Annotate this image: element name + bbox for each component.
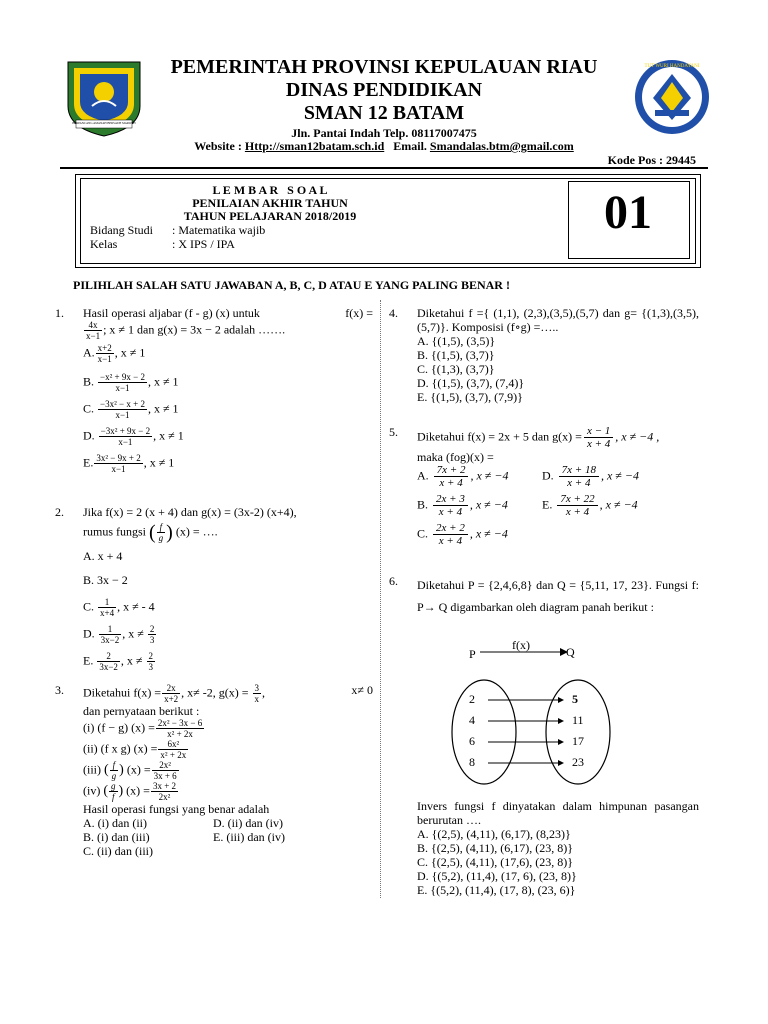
subject-label: Bidang Studi [90, 223, 154, 237]
class-label: Kelas [90, 237, 118, 251]
question-text: Hasil operasi aljabar (f - g) (x) untuk [83, 306, 260, 320]
fraction [99, 426, 152, 447]
option-e[interactable]: E. (iii) dan (iv) [213, 830, 285, 844]
denominator: x [254, 694, 259, 704]
option-e[interactable]: E. {(1,5), (3,7), (7,9)} [417, 390, 523, 404]
option-condition: , x ≠ −4 [599, 497, 638, 512]
option-c[interactable] [83, 597, 373, 618]
denominator: x+4 [100, 608, 115, 618]
option-a[interactable]: A. {(1,5), (3,5)} [417, 334, 496, 348]
fraction [147, 651, 156, 672]
numerator: 7x + 18 [559, 464, 599, 477]
numerator: −3x² − x + 2 [100, 399, 145, 409]
option-condition: , x ≠ 1 [143, 455, 175, 470]
numerator: 6x² [158, 739, 188, 750]
denominator: x + 4 [567, 477, 591, 489]
numerator: 2 [148, 651, 154, 661]
contact-line [120, 140, 648, 152]
statement-2: (ii) (f x g) (x) = [83, 741, 158, 756]
fraction [157, 522, 166, 543]
numerator: 2x² − 3x − 6 [157, 718, 203, 728]
numerator: g [111, 781, 116, 791]
option-e[interactable]: E. {(5,2), (11,4), (17, 8), (23, 6)} [417, 883, 576, 897]
denominator: x−1 [97, 354, 112, 364]
option-letter: E. [83, 653, 94, 668]
question-text: (x) = …. [175, 524, 218, 539]
option-c[interactable]: C. {(1,3), (3,7)} [417, 362, 495, 376]
question-text: dan pernyataan berikut : [83, 704, 200, 718]
diagram-p-label: P [469, 647, 476, 661]
sheet-subtitle-2: TAHUN PELAJARAN 2018/2019 [183, 209, 357, 223]
numerator: 1 [99, 624, 122, 635]
numerator: 2 [97, 651, 120, 662]
question-text: rumus fungsi [83, 524, 146, 539]
codomain-value: 17 [572, 734, 584, 748]
fraction [110, 760, 119, 781]
option-letter: B. [417, 497, 429, 512]
option-d[interactable]: D. {(5,2), (11,4), (17, 6), (23, 8)} [417, 869, 577, 883]
numerator: 2x + 3 [433, 493, 468, 506]
fraction [84, 320, 102, 341]
domain-value: 4 [469, 713, 475, 727]
fraction [156, 718, 204, 739]
option-a[interactable]: A. {(2,5), (4,11), (6,17), (8,23)} [417, 827, 571, 841]
numerator: 3x² − 9x + 2 [96, 453, 141, 463]
fraction [162, 683, 180, 704]
question-3: 3. Diketahui f(x) = $\frac{2x}{x+2}$ , x≠ -2, g(x) = $\frac{3}{x}$ , x≠ 0 dan pernyataan berikut : (i) (f − g) (x) = $\frac{\text{2x² − 3x − 6}}{\text{x² + 2x}}$ (ii) (f x g) (x) = $\frac{\text{6x²}}{\text{x² + 2x}}$ (iii) ( $\frac{f}{g}$ ) (x) = $\frac{\text{2x²}}{3x + 6}$ (iv) ( $\frac{g}{f}$ ) (x) = $\frac{3x + 2}{\text{2x²}}$ Hasil operasi fungsi yang benar adalah A. (i) dan (ii) D. (ii) dan (iv) B. (i) dan (iii) E. (iii) dan (iv) C. (ii) dan (iii) [55, 683, 373, 858]
header-divider [60, 167, 708, 169]
fraction [433, 522, 468, 547]
domain-value: 2 [469, 692, 475, 706]
fraction [97, 651, 120, 672]
denominator: 3x−2 [99, 662, 118, 672]
email-label: Email. [393, 139, 427, 153]
question-6-options [389, 799, 699, 897]
option-letter: A. [83, 345, 95, 360]
option-condition: , x ≠ - 4 [117, 599, 155, 614]
option-b[interactable]: B. 3x − 2 [83, 573, 128, 587]
arrow-diagram [440, 636, 620, 786]
numerator: 4x [84, 320, 102, 331]
option-condition: , x ≠ −4 [469, 526, 508, 541]
option-d[interactable]: D. (ii) dan (iv) [213, 816, 283, 830]
option-letter: C. [83, 401, 95, 416]
option-letter: D. [83, 626, 95, 641]
option-c[interactable]: C. (ii) dan (iii) [83, 844, 153, 858]
postal-code: Kode Pos : 29445 [607, 153, 696, 167]
numerator: 3x + 2 [152, 781, 177, 791]
question-text: Diketahui f(x) = 2x + 5 dan g(x) = [417, 429, 582, 444]
option-condition: , x ≠ −4 [469, 497, 508, 512]
question-text: ; x ≠ 1 dan g(x) = 3x − 2 adalah ……. [103, 322, 286, 337]
option-b[interactable]: B. {(2,5), (4,11), (6,17), (23, 8)} [417, 841, 574, 855]
left-logo-motto: BERPANCANG AMANAH BERSAUH MARWAH [72, 121, 136, 125]
denominator: 3x−2 [100, 635, 120, 645]
fraction [96, 343, 114, 364]
question-text: f(x) = [345, 306, 373, 320]
denominator: x² + 2x [167, 729, 193, 739]
denominator: x + 4 [586, 438, 611, 450]
school-address: Jln. Pantai Indah Telp. 08117007475 [291, 126, 477, 140]
option-condition: , x ≠ 1 [147, 374, 179, 389]
class-value: : X IPS / IPA [172, 237, 235, 251]
numerator: 2x [162, 683, 180, 694]
sheet-subtitle-1: PENILAIAN AKHIR TAHUN [192, 196, 348, 210]
option-d[interactable] [83, 426, 373, 447]
denominator: g [111, 771, 117, 781]
numerator: −x² + 9x − 2 [100, 372, 145, 382]
fraction [94, 453, 142, 474]
denominator: x−1 [86, 331, 101, 341]
option-c[interactable] [83, 399, 373, 420]
option-condition: , x ≠ −4 [470, 468, 509, 483]
question-text: , [262, 685, 265, 700]
question-4 [389, 306, 699, 404]
question-number: 2. [55, 505, 64, 519]
statement-4: (iv) [83, 783, 101, 798]
denominator: x² + 2x [160, 750, 187, 760]
sheet-code: 01 [604, 186, 652, 239]
question-text: maka (fog)(x) = [417, 450, 494, 464]
question-text: Diketahui f ={ (1,1), (2,3),(3,5),(5,7) dan g= {(1,3),(3,5), (5,7)}. Komposisi (f∘g) =….. [417, 306, 699, 334]
option-c[interactable]: C. {(2,5), (4,11), (17,6), (23, 8)} [417, 855, 574, 869]
domain-value: 8 [469, 755, 475, 769]
diagram-q-label: Q [566, 645, 575, 659]
option-condition: , x ≠ 1 [153, 428, 184, 443]
fraction [98, 399, 147, 420]
option-letter: C. [83, 599, 95, 614]
question-text: , x ≠ −4 , [615, 429, 660, 444]
denominator: x−1 [118, 437, 133, 447]
school-title: SMAN 12 BATAM [303, 102, 465, 124]
option-letter: E. [83, 455, 94, 470]
question-text: Diketahui f(x) = [83, 685, 162, 700]
question-6 [389, 574, 699, 618]
option-letter: B. [83, 374, 95, 389]
email-link[interactable]: Smandalas.btm@gmail.com [429, 139, 574, 153]
question-5 [389, 425, 699, 547]
question-2: 2. Jika f(x) = 2 (x + 4) dan g(x) = (3x-2) (x+4), rumus fungsi ( $\frac{f}{g}$ ) (x) = …. A. x + 4 B. 3x − 2 C. $\frac{1}{x+4}$ , x ≠ - 4 D. $\frac{1}{3x-2}$ , x ≠ $\frac{2}{3}$ E. $\frac{2}{3x-2}$ , x ≠ $\frac{2}{3}$ [55, 505, 373, 674]
denominator: x−1 [115, 383, 130, 393]
fraction [109, 781, 118, 802]
numerator: 7x + 22 [557, 493, 597, 506]
denominator: x + 4 [438, 506, 463, 518]
denominator: x + 4 [439, 477, 463, 489]
option-letter: D. [542, 468, 554, 483]
denominator: x−1 [115, 410, 130, 420]
option-letter: D. [83, 428, 95, 443]
option-condition: , x ≠ 1 [114, 345, 146, 360]
fraction [158, 739, 188, 760]
denominator: x+2 [164, 694, 179, 704]
codomain-value: 23 [572, 755, 584, 769]
question-text: x≠ 0 [351, 683, 373, 697]
domain-value: 6 [469, 734, 475, 748]
column-divider [380, 300, 381, 898]
option-a[interactable]: A. x + 4 [83, 549, 123, 563]
fraction [152, 760, 179, 781]
option-b[interactable]: B. (i) dan (iii) [83, 830, 150, 844]
option-e[interactable] [83, 651, 373, 672]
numerator: f [110, 760, 119, 771]
fraction [557, 493, 597, 518]
numerator: 2x² [152, 760, 179, 771]
denominator: x + 4 [438, 535, 463, 547]
question-1 [55, 306, 373, 476]
denominator: 3x + 6 [153, 771, 177, 781]
option-e[interactable] [83, 453, 373, 474]
option-condition: , x ≠ [120, 653, 143, 668]
fraction [434, 464, 469, 489]
question-text: Invers fungsi f dinyatakan dalam himpunan pasangan berurutan …. [417, 799, 699, 827]
right-logo-motto: TUT WURI HANDAYANI [644, 64, 700, 69]
statement-1: (i) (f − g) (x) = [83, 720, 155, 735]
website-label: Website : [194, 139, 242, 153]
option-a[interactable]: A. (i) dan (ii) [83, 816, 147, 830]
question-number: 4. [389, 306, 398, 320]
numerator: −3x² + 9x − 2 [100, 426, 151, 436]
question-text: , x≠ -2, g(x) = [181, 685, 249, 700]
agency-title: DINAS PENDIDIKAN [285, 79, 483, 101]
question-number: 3. [55, 683, 64, 697]
numerator: x − 1 [584, 425, 613, 438]
option-condition: , x ≠ 1 [147, 401, 179, 416]
numerator: 7x + 2 [434, 464, 469, 477]
numerator: 1 [98, 597, 116, 608]
sheet-title: L E M B A R S O A L [212, 183, 328, 197]
numerator: 2x + 2 [433, 522, 468, 535]
statement-text: (x) = [126, 783, 150, 798]
option-b[interactable] [83, 372, 373, 393]
codomain-value: 11 [572, 713, 584, 727]
denominator: g [158, 533, 164, 543]
option-e[interactable] [542, 493, 682, 518]
fraction [98, 597, 116, 618]
option-letter: C. [417, 526, 429, 541]
diagram-fx-label: f(x) [512, 638, 530, 652]
option-a[interactable] [83, 343, 373, 364]
denominator: x−1 [111, 464, 126, 474]
option-letter: A. [417, 468, 429, 483]
numerator: 2 [149, 624, 155, 634]
option-d[interactable] [542, 464, 682, 489]
fraction [151, 781, 178, 802]
fraction [99, 624, 122, 645]
option-condition: , x ≠ [122, 626, 144, 641]
denominator: 3 [149, 635, 155, 645]
option-a[interactable] [417, 464, 542, 489]
question-text: Jika f(x) = 2 (x + 4) dan g(x) = (3x-2) (x+4), [83, 505, 297, 519]
question-text: Diketahui P = {2,4,6,8} dan Q = {5,11, 17, 23}. Fungsi f: P→ Q digambarkan oleh diagram panah berikut : [417, 578, 699, 614]
fraction [148, 624, 157, 645]
fraction [584, 425, 613, 450]
question-number: 6. [389, 574, 398, 588]
instruction: PILIHLAH SALAH SATU JAWABAN A, B, C, D ATAU E YANG PALING BENAR ! [73, 278, 510, 292]
numerator: 3 [254, 683, 259, 693]
subject-value: : Matematika wajib [172, 223, 266, 237]
question-text: Hasil operasi fungsi yang benar adalah [83, 802, 270, 816]
fraction [433, 493, 468, 518]
denominator: 2x² [158, 792, 171, 802]
option-b[interactable] [417, 493, 542, 518]
statement-text: (x) = [126, 762, 151, 777]
fraction [253, 683, 262, 704]
option-d[interactable] [83, 624, 373, 645]
denominator: 3 [148, 662, 154, 672]
denominator: x + 4 [565, 506, 590, 518]
fraction [559, 464, 599, 489]
statement-3: (iii) [83, 762, 101, 777]
question-number: 1. [55, 306, 64, 320]
numerator: f [157, 522, 166, 533]
option-letter: E. [542, 497, 553, 512]
question-number: 5. [389, 425, 398, 439]
website-link[interactable]: Http://sman12batam.sch.id [244, 139, 385, 153]
option-condition: , x ≠ −4 [600, 468, 639, 483]
numerator: x+2 [97, 343, 112, 353]
option-c[interactable] [417, 522, 699, 547]
gov-title: PEMERINTAH PROVINSI KEPULAUAN RIAU [170, 56, 598, 78]
fraction [98, 372, 147, 393]
codomain-value: 5 [572, 692, 578, 706]
option-d[interactable]: D. {(1,5), (3,7), (7,4)} [417, 376, 525, 390]
option-b[interactable]: B. {(1,5), (3,7)} [417, 348, 495, 362]
denominator: f [111, 792, 115, 802]
